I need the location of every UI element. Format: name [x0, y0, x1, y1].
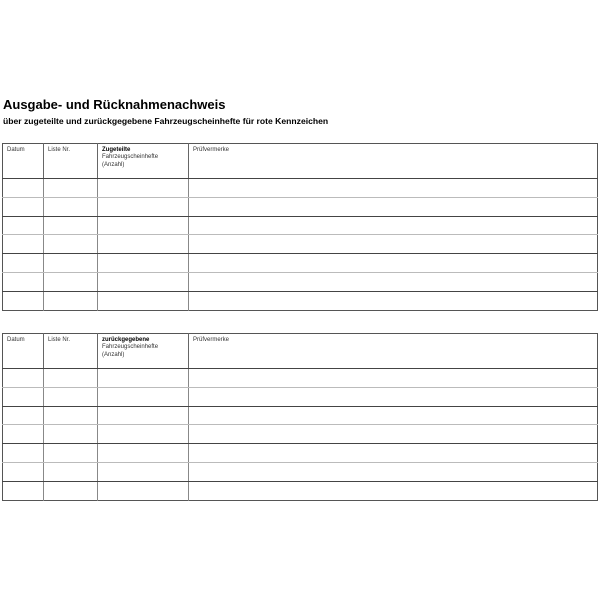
returned-count-cell[interactable] — [98, 406, 189, 425]
returned-date-header: Datum — [3, 334, 44, 369]
issued-count-cell[interactable] — [98, 272, 189, 291]
issued-row — [3, 254, 598, 273]
issued-list-no-cell[interactable] — [44, 235, 98, 254]
returned-list-no-header: Liste Nr. — [44, 334, 98, 369]
issued-list-no-cell[interactable] — [44, 272, 98, 291]
returned-count-header-line3: (Anzahl) — [102, 351, 125, 358]
returned-date-cell[interactable] — [3, 481, 44, 500]
returned-remarks-cell[interactable] — [189, 406, 598, 425]
returned-remarks-header: Prüfvermerke — [189, 334, 598, 369]
issued-remarks-header: Prüfvermerke — [189, 144, 598, 179]
returned-remarks-cell[interactable] — [189, 444, 598, 463]
issued-count-header-title: Zugeteilte — [102, 147, 131, 153]
issued-date-cell[interactable] — [3, 197, 44, 216]
issued-date-cell[interactable] — [3, 254, 44, 273]
returned-row — [3, 369, 598, 388]
returned-row — [3, 425, 598, 444]
returned-list-no-cell[interactable] — [44, 369, 98, 388]
returned-count-header-title: zurückgegebene — [102, 337, 150, 343]
issued-list-no-cell[interactable] — [44, 254, 98, 273]
issued-list-no-cell[interactable] — [44, 216, 98, 235]
returned-count-cell[interactable] — [98, 444, 189, 463]
returned-date-cell[interactable] — [3, 462, 44, 481]
issued-remarks-cell[interactable] — [189, 235, 598, 254]
issued-remarks-cell[interactable] — [189, 272, 598, 291]
returned-count-header-line2: Fahrzeugscheinhefte — [102, 344, 159, 351]
returned-count-cell[interactable] — [98, 425, 189, 444]
issued-row — [3, 272, 598, 291]
returned-count-cell[interactable] — [98, 481, 189, 500]
returned-row — [3, 462, 598, 481]
returned-header-row — [3, 334, 598, 369]
issued-list-no-cell[interactable] — [44, 197, 98, 216]
issued-date-header: Datum — [3, 144, 44, 179]
returned-count-cell[interactable] — [98, 387, 189, 406]
issued-row — [3, 235, 598, 254]
issued-list-no-cell[interactable] — [44, 291, 98, 310]
issued-date-cell[interactable] — [3, 216, 44, 235]
returned-count-header — [98, 334, 189, 369]
issued-count-header — [98, 144, 189, 179]
returned-count-cell[interactable] — [98, 369, 189, 388]
returned-remarks-cell[interactable] — [189, 387, 598, 406]
returned-date-cell[interactable] — [3, 369, 44, 388]
issued-remarks-cell[interactable] — [189, 197, 598, 216]
returned-row — [3, 481, 598, 500]
returned-date-cell[interactable] — [3, 444, 44, 463]
issued-list-no-header: Liste Nr. — [44, 144, 98, 179]
document-subtitle: über zugeteilte und zurückgegebene Fahrzeugscheinhefte für rote Kennzeichen — [3, 116, 329, 126]
issued-header-row — [3, 144, 598, 179]
returned-list-no-cell[interactable] — [44, 387, 98, 406]
returned-remarks-cell[interactable] — [189, 481, 598, 500]
returned-list-no-cell[interactable] — [44, 444, 98, 463]
returned-remarks-cell[interactable] — [189, 425, 598, 444]
returned-table — [2, 333, 598, 501]
returned-row — [3, 406, 598, 425]
returned-remarks-cell[interactable] — [189, 462, 598, 481]
returned-list-no-cell[interactable] — [44, 481, 98, 500]
document-title: Ausgabe- und Rücknahmenachweis — [3, 97, 226, 112]
issued-list-no-cell[interactable] — [44, 179, 98, 198]
issued-table — [2, 143, 598, 311]
returned-remarks-cell[interactable] — [189, 369, 598, 388]
issued-count-header-line2: Fahrzeugscheinhefte — [102, 154, 159, 161]
issued-row — [3, 197, 598, 216]
returned-date-cell[interactable] — [3, 387, 44, 406]
issued-row — [3, 179, 598, 198]
issued-count-cell[interactable] — [98, 179, 189, 198]
issued-date-cell[interactable] — [3, 179, 44, 198]
returned-list-no-cell[interactable] — [44, 425, 98, 444]
issued-remarks-cell[interactable] — [189, 254, 598, 273]
issued-remarks-cell[interactable] — [189, 291, 598, 310]
issued-count-cell[interactable] — [98, 216, 189, 235]
issued-count-cell[interactable] — [98, 291, 189, 310]
issued-count-cell[interactable] — [98, 235, 189, 254]
issued-row — [3, 291, 598, 310]
issued-date-cell[interactable] — [3, 291, 44, 310]
returned-list-no-cell[interactable] — [44, 462, 98, 481]
issued-date-cell[interactable] — [3, 272, 44, 291]
issued-date-cell[interactable] — [3, 235, 44, 254]
issued-remarks-cell[interactable] — [189, 179, 598, 198]
issued-count-cell[interactable] — [98, 254, 189, 273]
issued-remarks-cell[interactable] — [189, 216, 598, 235]
issued-count-cell[interactable] — [98, 197, 189, 216]
issued-row — [3, 216, 598, 235]
returned-date-cell[interactable] — [3, 425, 44, 444]
returned-row — [3, 387, 598, 406]
returned-list-no-cell[interactable] — [44, 406, 98, 425]
returned-date-cell[interactable] — [3, 406, 44, 425]
returned-count-cell[interactable] — [98, 462, 189, 481]
issued-count-header-line3: (Anzahl) — [102, 161, 125, 168]
returned-row — [3, 444, 598, 463]
